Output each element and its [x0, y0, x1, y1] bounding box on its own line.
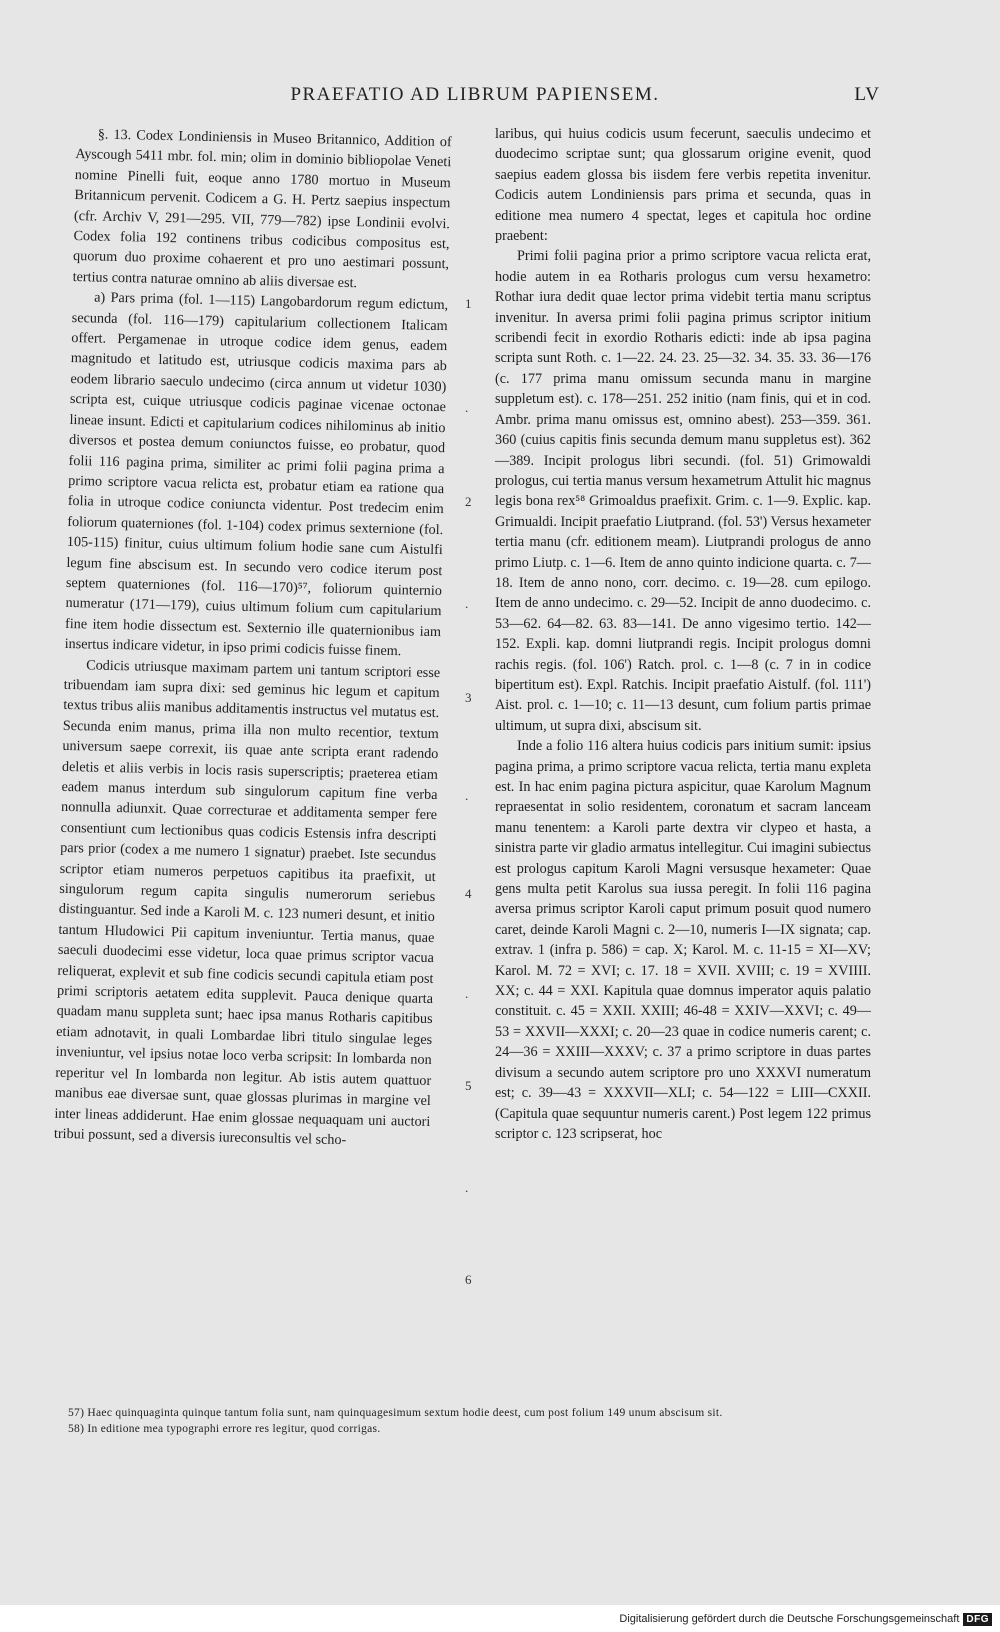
line-marker: . — [465, 596, 469, 611]
line-number: 4 — [465, 886, 472, 901]
left-column — [54, 124, 452, 1152]
footnote: 57) Haec quinquaginta quinque tantum folia sunt, nam quinquagesimum sextum hodie deest, cum post folium 149 unum abscisum sit. — [68, 1407, 723, 1419]
paragraph: Inde a folio 116 altera huius codicis pars initium sumit: ipsius pagina prima, a primo scriptore vacua relicta, tertia manu expleta est. In hac enim pagina pictura aspicitur, quae Karolum Magnum repraesentat in solio residentem, coronatum et sacram lanceam manu tenentem: a Karoli parte dextra vir clypeo et hasta, a sinistra parte vir gladio armatus intellegitur. Cui imagini subiectus est prologus capitum Karoli Magni versusque hexameter: Quae gens multa petit Karolus sua iussa peregit. In folii 116 pagina aversa primus scriptor Karoli caput primum posuit quod numero caret, deinde Karoli Magni c. 2—10, numeris I—IX signata; cap. extrav. 1 (infra p. 586) = cap. X; Karol. M. c. 11-15 = XI—XV; Karol. M. 72 = XVI; c. 17. 18 = XVII. XVIII; c. 19 = XVIIII. XX; c. 44 = XXI. Kapitula quae domnus imperator aquis palatio constituit. c. 45 = XXII. XXIII; 46-48 = XXIV—XXVI; c. 49—53 = XXVII—XXXI; c. 20—23 quae in codice numeris carent; c. 24—36 = XXIII—XXXV; c. 37 a primo scriptore in duas partes divisum a secundo autem scriptore pro uno XXXVI numeratum est; c. 39—43 = XXXVII—XLI; c. 54—122 = LIII—CXXII. (Capitula quae sequuntur numeris carent.) Post legem 122 primus scriptor c. 123 scripserat, hoc — [495, 738, 871, 1142]
line-number: 5 — [465, 1078, 472, 1093]
paragraph: Primi folii pagina prior a primo scriptore vacua relicta erat, hodie autem in ea Rotharis prologus cum versu hexametro: Rothar iura dedit quae lector prima videbit tertia manu scriptus invenitur. In aversa primi folii pagina primus scriptor initium scribendi fecit in exordio Rotharis edicti: inde ab ipsa pagina scripta sunt Roth. c. 1—22. 24. 23. 25—32. 34. 35. 33. 36—176 (c. 177 prima manu omissum secunda manu in margine suppletum est). c. 178—251. 252 initio (nam finis, qui et in cod. Ambr. prima manu omissus est, omnino abest). 253—359. 361. 360 (cuius capitis finis secunda demum manu suppletus est). 362—389. Incipit prologus libri secundi. (fol. 51) Grimowaldi prologus, cui tertia manus versum hexametrum Attulit hic magnus legis bona rex⁵⁸ Grimoaldus praefixit. Grim. c. 1—9. Explic. kap. Grimualdi. Incipit praefatio Liutprand. (fol. 53') Versus hexameter tertia manu (cfr. editionem meam). Liutprandi prologus de anno primo Liutp. c. 1—6. Item de anno quinto indicione quarta. c. 7—18. Item de anno nono, corr. decimo. c. 19—28. cum epilogo. Item de anno undecimo. c. 29—52. Incipit de anno duodecimo. c. 53—62. 64—82. 63. 83—141. De anno vigesimo tertio. 142—152. Expli. kap. domni liutprandi regis. Incipit prologus domni rachis regis. (fol. 106') Ratch. prol. c. 1—8 (c. 7 in in codice bipertitum est). Expl. Ratchis. Incipit praefatio Aistulf. (fol. 111') Aist. prol. c. 1—10; c. 11—13 desunt, cum folium partis primae ultimum, ut supra dixi, abscisum sit. — [495, 248, 871, 734]
line-marker: . — [465, 400, 469, 415]
paragraph: §. 13. Codex Londiniensis in Museo Britannico, Addition of Ayscough 5411 mbr. fol. min; olim in dominio bibliopolae Veneti nomine Pinelli fuit, eoque anno 1780 mortuo in Museum Britannicum pervenit. Codicem a G. H. Pertz saepius inspectum (cfr. Archiv V, 291—295. VII, 779—782) ipse Londinii evolvi. Codex folia 192 continens tribus codicibus compositus est, quorum duo proxime cohaerent et pro uno aestimari possunt, tertius contra naturae omnino ab aliis diversae est. — [72, 126, 452, 292]
page-number: LV — [854, 84, 880, 105]
line-number: 2 — [465, 494, 472, 509]
line-marker: . — [465, 788, 469, 803]
paragraph: laribus, qui huius codicis usum fecerunt, saeculis undecimo et duodecimo scriptae sunt; qua glossarum origine evenit, quod saepius eadem glossa bis iisdem fere verbis repetita invenitur. Codicis autem Londiniensis pars prima et secunda, quas in editione mea numero 4 spectat, leges et capitula hoc ordine praebent: — [495, 126, 871, 245]
line-number: 3 — [465, 690, 472, 705]
running-title: PRAEFATIO AD LIBRUM PAPIENSEM. — [290, 84, 660, 105]
paragraph: Codicis utriusque maximam partem uni tantum scriptori esse tribuendam iam supra dixi: sed geminus hic legum et capitum textus tribus aliis manibus additamentis instructus vel mutatus est. Secunda enim manus, prima illa non multo recentior, textum universum saepe correxit, iis quae ante scripta erant radendo deletis et aliis verbis in locis rasis superscriptis; praeterea etiam eadem manus interdum sub singulorum capitum fine verba nonnulla adiunxit. Quae correcturae et additamenta semper fere consentiunt cum lectionibus quas codicis Estensis infra descripti pars prior (codex a me numero 1 signatur) praebet. Iste secundus scriptor etiam numeros perpetuos capitibus ita praefixit, ut singulorum regum capita singulis numerorum seriebus distinguantur. Sed inde a Karoli M. c. 123 numeri desunt, et initio tantum Hludowici Pii capitum inveniuntur. Tertia manus, quae saeculi duodecimi esse videtur, loca quae primus scriptor vacua reliquerat, explevit et sub fine codicis secundi capitula etiam post primi scriptoris aetatem edita supplevit. Pauca denique quarta quadam manu suppleta sunt; haec ipsa manus Rotharis capitibus etiam adnotavit, in quali Lombardae libri titulo singulae leges inveniuntur, vel ipsius notae loco verba scripsit: In lombarda non reperitur vel In lombarda non legitur. Ab istis autem quattuor manibus eae diversae sunt, quae glossas plurimas in margine vel inter lineas addiderunt. Hae enim glossae nequaquam uni auctori tribui possunt, sed a diversis iureconsultis vel scho- — [53, 656, 441, 1149]
funding-notice: Digitalisierung gefördert durch die Deutsche Forschungsgemeinschaft — [619, 1613, 960, 1625]
page-header — [70, 84, 880, 112]
line-marker: . — [465, 1180, 469, 1195]
line-marker: . — [465, 986, 469, 1001]
paragraph: a) Pars prima (fol. 1—115) Langobardorum regum edictum, secunda (fol. 116—179) capitularium collectionem Italicam offert. Pergamenae in utroque codice idem genus, eadem magnitudo et latitudo est, utriusque codicis maxima pars ab eodem librario saeculo undecimo (circa annum ut videtur 1030) scripta est, cuique utriusque codicis paginae vicenae octonae lineae insunt. Edicti et capitularium codices nihilominus ab initio diversos et postea demum coniunctos fuisse, eo probatur, quod folii 116 pagina prima, similiter ac primi folii pagina prima a primo scriptore vacua relicta est, probatur etiam ea ratione qua folia in utroque codice coniuncta videntur. Post tredecim enim foliorum quaterniones (fol. 1-104) codex primus sexternione (fol. 105-115) finitur, cuius ultimum folium hodie sane cum Aistulfi legum fine abscisum est. In secundo vero codice iterum post septem quaterniones (fol. 116—170)⁵⁷, foliorum quinternio numeratur (171—179), cuius ultimum folium cum capitularium fine item hodie dissectum est. Sexternio ille quaternionibus iam insertus indicare videtur, in ipso primi codicis fuisse finem. — [64, 289, 449, 660]
dfg-logo: DFG — [963, 1613, 992, 1626]
right-column — [495, 124, 871, 1144]
line-number: 6 — [465, 1272, 472, 1287]
footnote: 58) In editione mea typographi errore res legitur, quod corrigas. — [68, 1423, 381, 1435]
footnotes — [68, 1405, 880, 1437]
digitization-footer — [619, 1610, 992, 1628]
line-number: 1 — [465, 296, 472, 311]
